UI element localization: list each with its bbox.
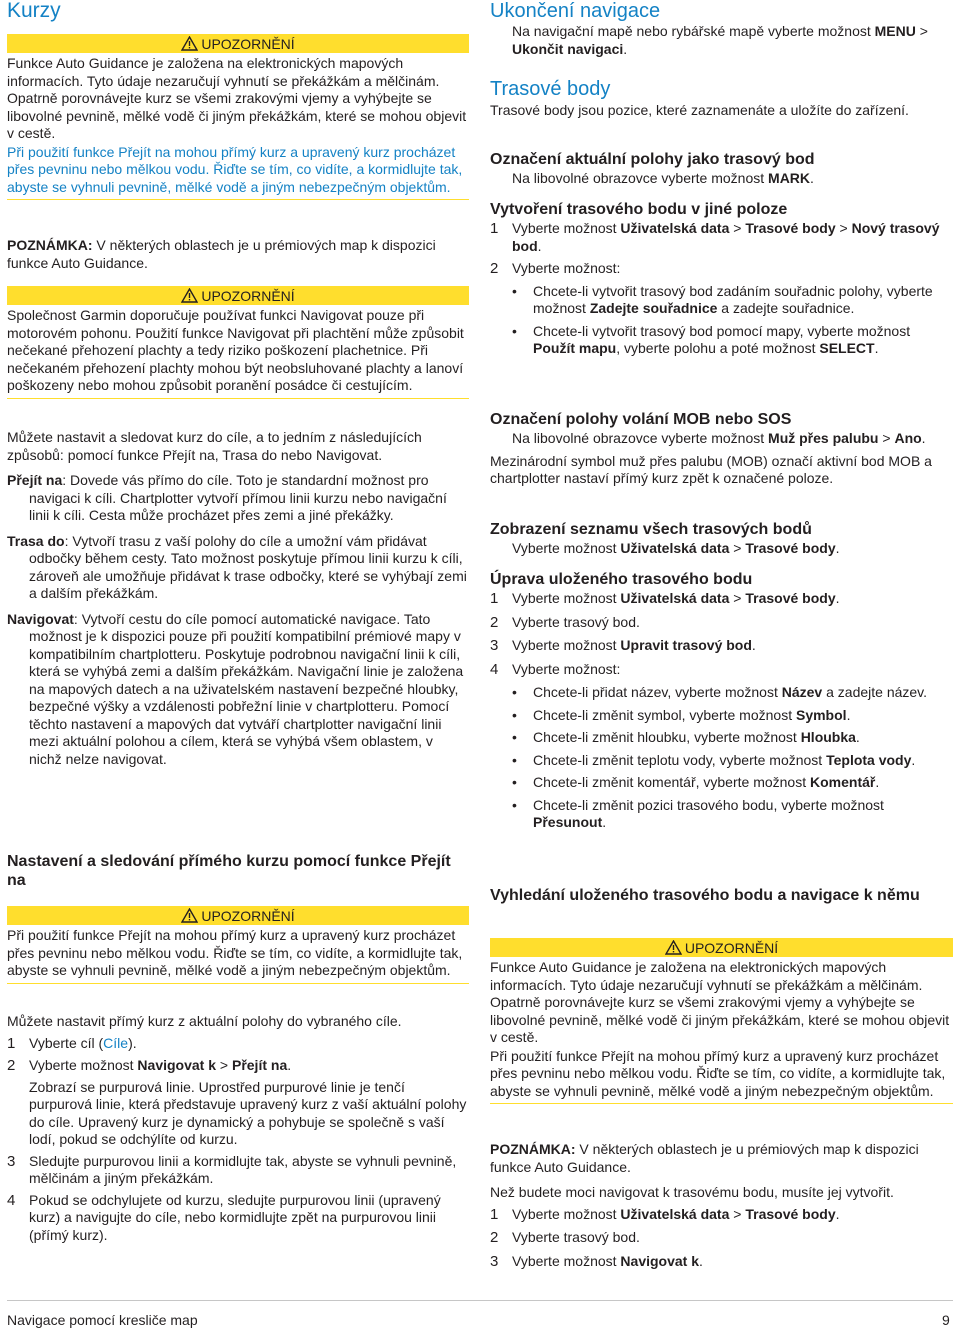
bullet-item: • Chcete-li vytvořit trasový bod pomocí mapy, vyberte možnost Použít mapu, vyberte polohu a poté možnost SELECT. — [512, 322, 911, 356]
mob-description: Mezinárodní symbol muž přes palubu (MOB) označí aktivní bod MOB a chartplotter nastaví přímý kurz zpět k označené poloze. — [490, 452, 932, 486]
definition-navigate: Navigovat: Vytvoří cestu do cíle pomocí automatické navigace. Tato možnost je k dispozici pouze při použití kompatibilní prémiové mapy v kompatibilním chartplotteru. Poskytuje podrobnou navigační linii k cíli, která se vyhýbá zemi a dalším překážkám. Navigační linie je založena na mapových datech a na uživatelském nastavení bezpečné hloubky, bezpečné výšky a vzdálenosti pobřežní linie v chartplotteru. Pomocí těchto nastavení a mapových dat vytváří chartplotter navigační linii mezi aktuální polohou a cílem, která se vyhýbá všem oblastem, v nichž nelze navigovat. — [7, 610, 464, 767]
step-1: 1 Vyberte možnost Uživatelská data > Trasové body. — [490, 1205, 840, 1223]
step-2: 2 Vyberte trasový bod. — [490, 613, 640, 631]
heading-list-waypoints: Zobrazení seznamu všech trasových bodů — [490, 521, 812, 538]
step-3: 3 Vyberte možnost Navigovat k. — [490, 1252, 703, 1270]
step-4: 4 Pokud se odchylujete od kurzu, sledujte purpurovou linii (upravený kurz) a navigujte do cíle, nebo kormidlujte zpět na purpurovou linii (přímý kurz). — [7, 1191, 441, 1243]
warning-label: UPOZORNĚNÍ — [684, 939, 779, 956]
section-heading-waypoints: Trasové body — [490, 78, 611, 100]
step-2: 2 Vyberte trasový bod. — [490, 1229, 640, 1246]
warning-text: Společnost Garmin doporučuje používat funkci Navigovat pouze při motorovém pohonu. — [7, 307, 425, 341]
note-label: POZNÁMKA: — [7, 237, 93, 253]
note-text: V některých oblastech je u prémiových map k dispozici funkce Auto Guidance. — [7, 237, 436, 271]
section-heading-goto: Nastavení a sledování přímého kurzu pomocí funkce Přejít na — [7, 853, 451, 889]
warning-text: Funkce Auto Guidance je založena na elektronických mapových informacích. Tyto údaje nezaručují vyhnutí se překážkám a mělčinám. Opatrně porovnávejte kurz se všemi zrakovými vjemy a vyhýbejte se libovolné pevnině, mělké vodě či jiným překážkám, které se mohou objevit v cestě. — [7, 55, 467, 141]
heading-create-waypoint: Vytvoření trasového bodu v jiné poloze — [490, 201, 788, 218]
step-2: 2 Vyberte možnost: — [490, 260, 621, 277]
warning-text: Použití funkce Navigovat při plachtění může způsobit nečekané přehození plachty a tedy riziko poškození plachetnice. — [7, 324, 464, 358]
step-2-description: Zobrazí se purpurová linie. Uprostřed purpurové linie je tenčí purpurová linie, která představuje upravený kurz z vaší aktuální polohy do cíle. Upravený kurz je dynamický a pohybuje se společně s vaší lodí, pokud se odchýlíte od kurzu. — [29, 1078, 467, 1147]
page-title: Kurzy — [7, 0, 61, 22]
warning-triangle-icon — [665, 940, 682, 955]
step-2: 2 Vyberte možnost Navigovat k > Přejít na. — [7, 1057, 292, 1074]
bullet-item: • Chcete-li změnit symbol, vyberte možnost Symbol. — [512, 706, 851, 723]
warning-box-1 — [7, 34, 469, 200]
note-2: POZNÁMKA: V některých oblastech je u prémiových map k dispozici funkce Auto Guidance. — [490, 1141, 919, 1175]
bullet-item: • Chcete-li změnit komentář, vyberte možnost Komentář. — [512, 774, 880, 790]
end-navigation-text: Na navigační mapě nebo rybářské mapě vyberte možnost MENU > Ukončit navigaci. — [512, 23, 928, 57]
warning-text: Při použití funkce Přejít na mohou přímý kurz a upravený kurz procházet přes pevninu nebo mělkou vodu. Řiďte se tím, co vidíte, a kormidlujte tak, abyste se vyhnuli pevnině, mělké vodě a jiným nebezpečným objektům. — [490, 1047, 946, 1099]
footer-divider — [7, 1300, 953, 1301]
warning-box-4 — [490, 938, 953, 1104]
bullet-item: • Chcete-li přidat název, vyberte možnost Název a zadejte název. — [512, 684, 928, 700]
warning-text: Při použití funkce Přejít na mohou přímý kurz a upravený kurz procházet přes pevninu nebo mělkou vodu. Řiďte se tím, co vidíte, a kormidlujte tak, abyste se vyhnuli pevnině, mělké vodě a jiným nebezpečným objektům. — [7, 927, 463, 978]
footer-section-title: Navigace pomocí kresliče map — [7, 1312, 198, 1328]
step-3: 3 Vyberte možnost Upravit trasový bod. — [490, 637, 756, 654]
step-1: 1 Vyberte možnost Uživatelská data > Trasové body > Nový trasový bod. — [490, 220, 940, 254]
warning-text: Při nečekaném přehození plachty mohou být neobsluhované plachty a lanoví poškozeny nebo mohou způsobit poranění posádce či cestujícím. — [7, 342, 464, 393]
note-1 — [7, 237, 469, 272]
bullet-item: • Chcete-li změnit teplotu vody, vyberte možnost Teplota vody. — [512, 751, 916, 768]
warning-triangle-icon — [181, 36, 198, 51]
heading-edit-waypoint: Úprava uloženého trasového bodu — [490, 571, 753, 588]
step-1: 1 Vyberte cíl (Cíle). — [7, 1034, 137, 1052]
heading-mark-location: Označení aktuální polohy jako trasový bod — [490, 151, 815, 168]
waypoints-text: Trasové body jsou pozice, které zaznamenáte a uložíte do zařízení. — [490, 102, 909, 118]
section-heading-end-navigation: Ukončení navigace — [490, 0, 661, 22]
warning-box-3 — [7, 906, 469, 984]
heading-mob-sos: Označení polohy volání MOB nebo SOS — [490, 411, 792, 428]
step-1: 1 Vyberte možnost Uživatelská data > Trasové body. — [490, 590, 840, 607]
step-4: 4 Vyberte možnost: — [490, 660, 621, 678]
step-3: 3 Sledujte purpurovou linii a kormidlujte tak, abyste se vyhnuli pevnině, mělčinám a jiným překážkám. — [7, 1152, 457, 1186]
definition-route: Trasa do: Vytvoří trasu z vaší polohy do cíle a umožní vám přidávat odbočky během cesty. Tato možnost poskytuje přímou linii kurzu k cíli, zároveň ale umožňuje přidávat k trase odbočky, které se vyhýbají zemi a dalším překážkám. — [7, 532, 467, 601]
goto-intro: Můžete nastavit přímý kurz z aktuální polohy do vybraného cíle. — [7, 1013, 402, 1029]
warning-label: UPOZORNĚNÍ — [201, 287, 295, 304]
heading-find-waypoint: Vyhledání uloženého trasového bodu a navigace k němu — [490, 887, 920, 904]
warning-text: Řiďte se tím, co vidíte, a kormidlujte tak, abyste se vyhnuli pevnině, mělké vodě a jiným nebezpečným objektům. — [7, 161, 463, 195]
intro-paragraph: Můžete nastavit a sledovat kurz do cíle, a to jedním z následujících způsobů: pomocí funkce Přejít na, Trasa do nebo Navigovat. — [7, 429, 422, 463]
bullet-item: • Chcete-li změnit pozici trasového bodu, vyberte možnost Přesunout. — [512, 796, 884, 830]
warning-text: Funkce Auto Guidance je založena na elektronických mapových informacích. Tyto údaje nezaručují vyhnutí se překážkám a mělčinám. Opatrně porovnávejte kurz se všemi zrakovými vjemy a vyhýbejte se libovolné pevnině, mělké vodě či jiným překážkám, které se mohou objevit v cestě. — [490, 959, 950, 1045]
warning-triangle-icon — [181, 288, 198, 303]
warning-label: UPOZORNĚNÍ — [201, 35, 295, 52]
definition-goto: Přejít na: Dovede vás přímo do cíle. Toto je standardní možnost pro navigaci k cíli. Chartplotter vytvoří přímou linii kurzu nebo navigační linii k cíli. Cesta může procházet přes zemi a jiné překážky. — [7, 472, 447, 523]
warning-label: UPOZORNĚNÍ — [201, 907, 295, 924]
bullet-item: • Chcete-li vytvořit trasový bod zadáním souřadnic polohy, vyberte možnost Zadejte souřadnice a zadejte souřadnice. — [512, 282, 933, 316]
warning-box-2 — [7, 286, 469, 399]
warning-triangle-icon — [181, 908, 198, 923]
link-destinations[interactable]: Cíle — [103, 1034, 129, 1051]
bullet-item: • Chcete-li změnit hloubku, vyberte možnost Hloubka. — [512, 729, 860, 745]
footer-page-number: 9 — [942, 1312, 950, 1328]
warning-text: Při použití funkce Přejít na mohou přímý kurz a upravený kurz procházet přes pevninu nebo mělkou vodu. — [7, 143, 456, 177]
find-intro: Než budete moci navigovat k trasovému bodu, musíte jej vytvořit. — [490, 1184, 894, 1200]
